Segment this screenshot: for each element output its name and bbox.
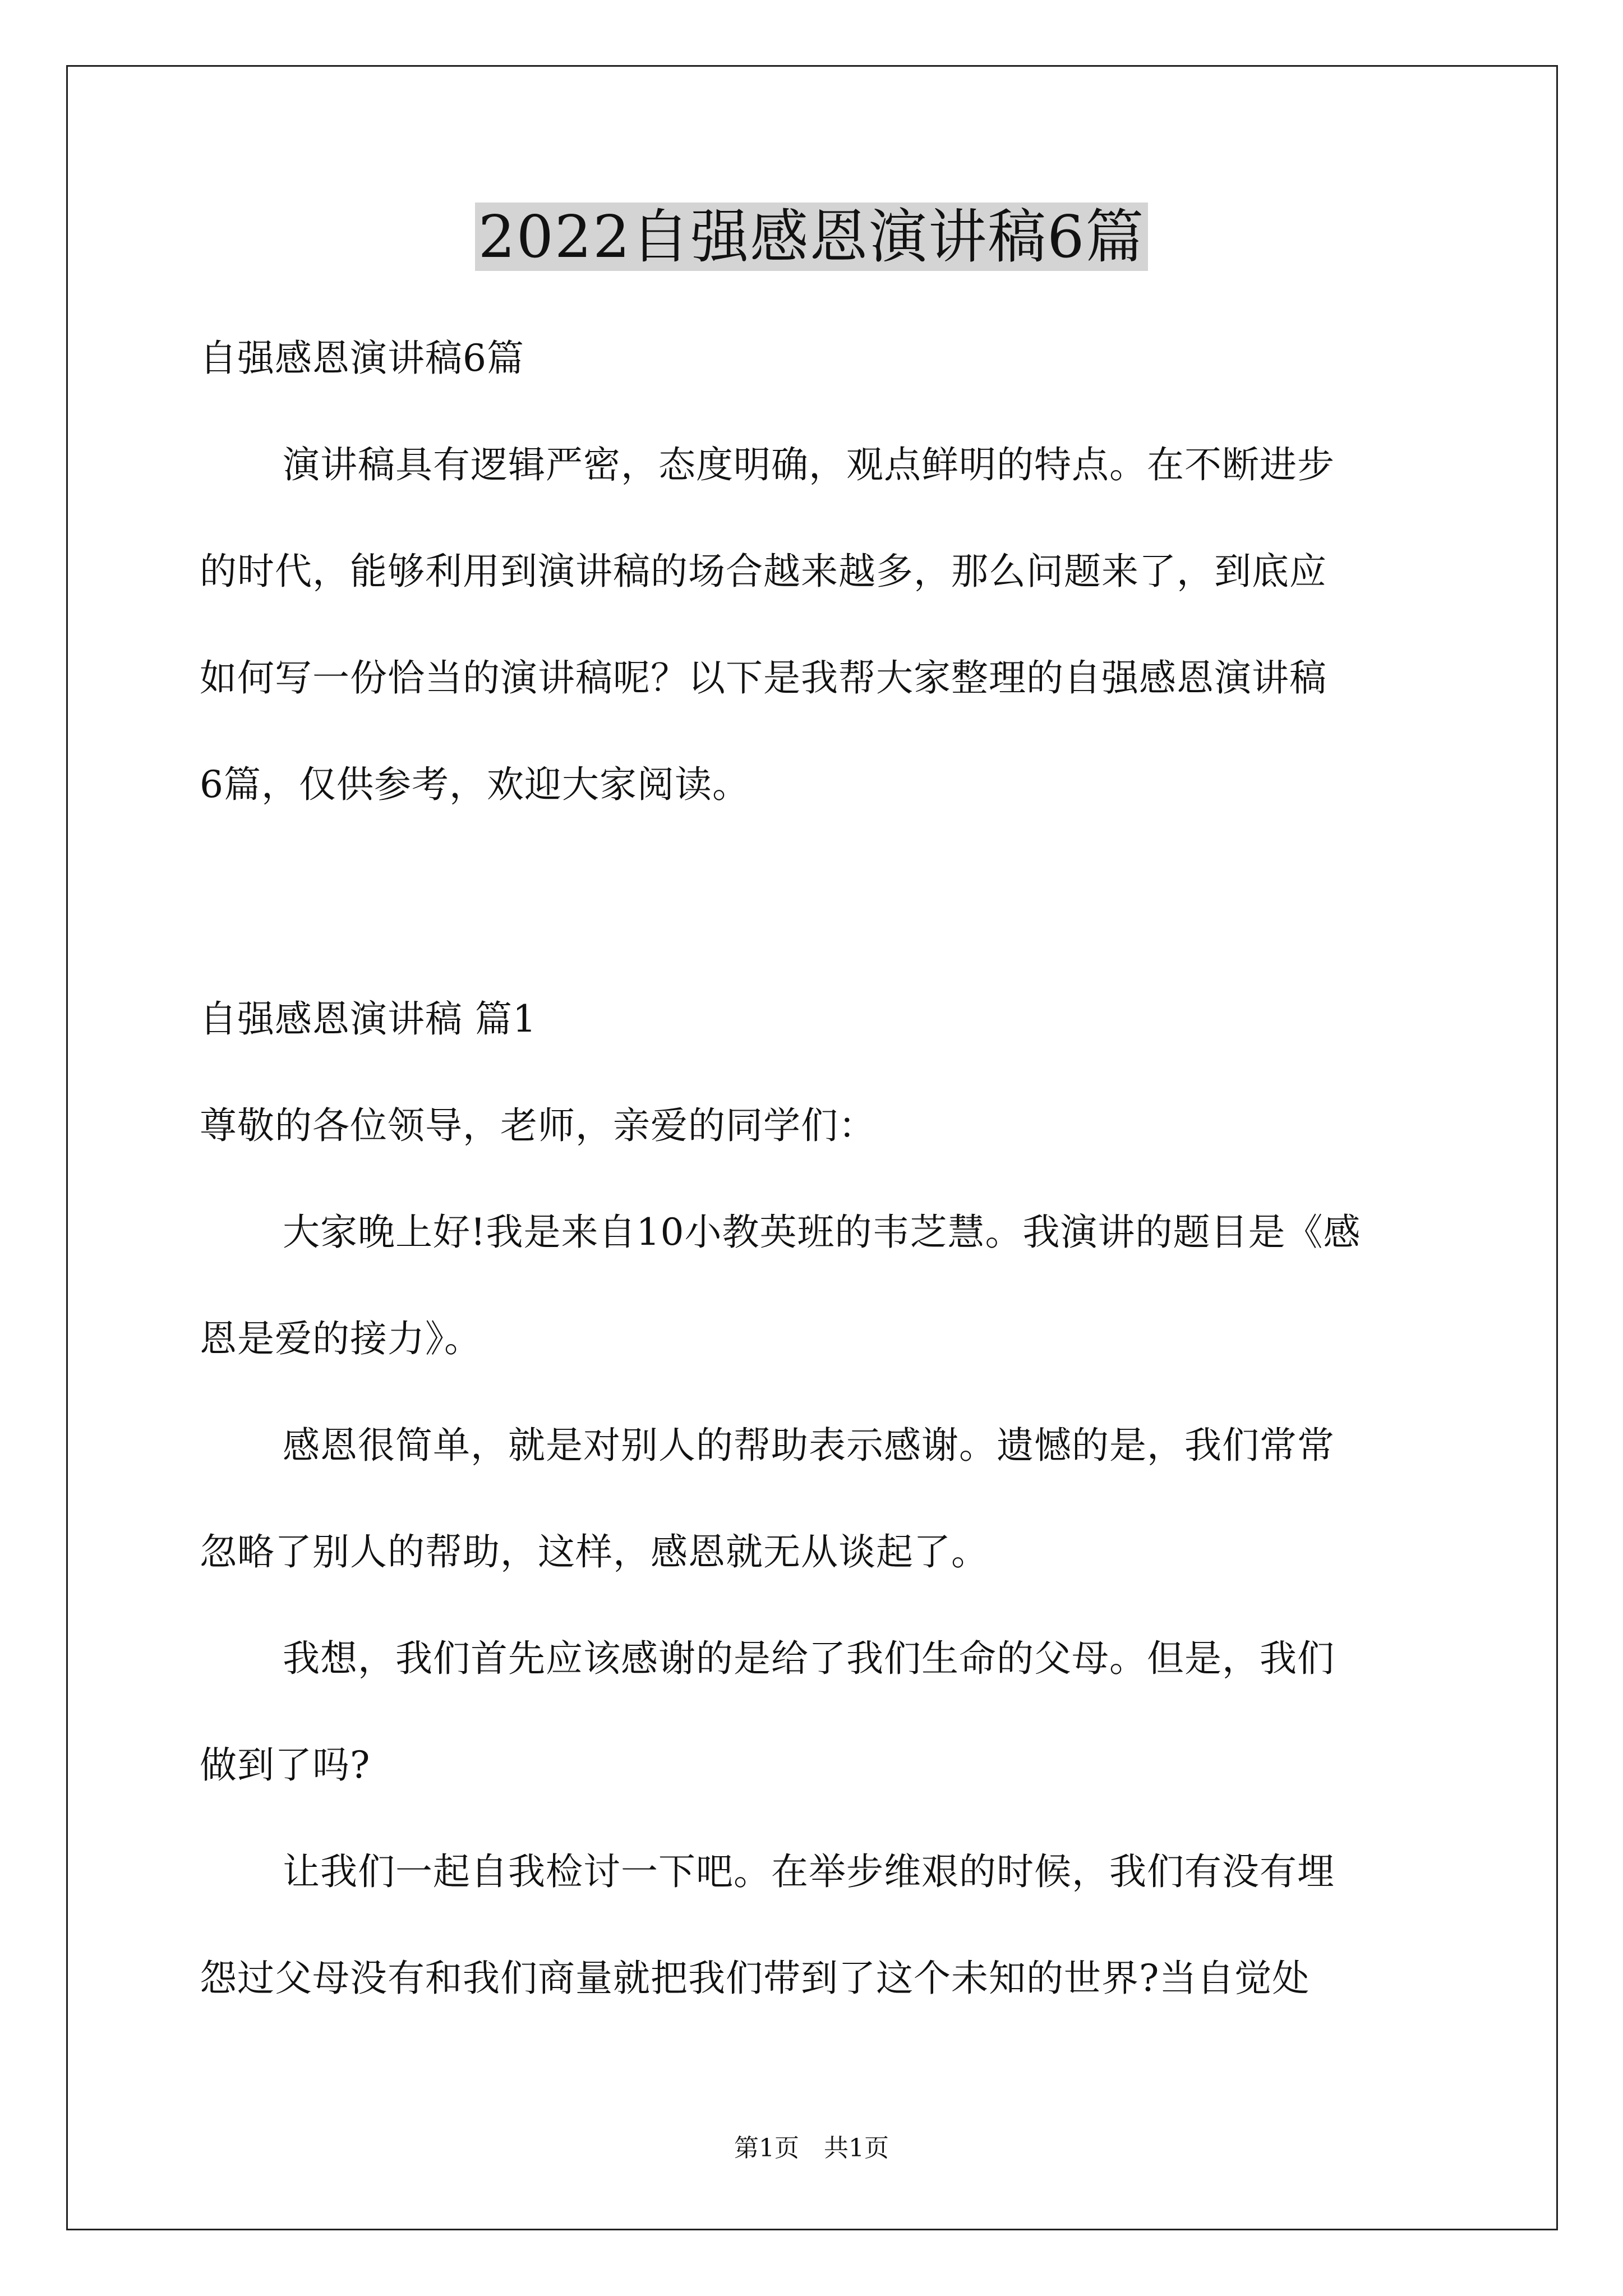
page-total: 共1页: [824, 2134, 889, 2162]
salutation: 尊敬的各位领导，老师，亲爱的同学们：: [200, 1104, 876, 1147]
paragraph-line: 感恩很简单，就是对别人的帮助表示感谢。遗憾的是，我们常常: [283, 1424, 1335, 1467]
section-heading: 自强感恩演讲稿 篇1: [200, 997, 537, 1041]
body-paragraph-1: [200, 1179, 1433, 1392]
paragraph-line: 怨过父母没有和我们商量就把我们带到了这个未知的世界?当自觉处: [200, 1957, 1310, 2000]
page-footer: [0, 2132, 1623, 2165]
title-text: 2022自强感恩演讲稿6篇: [475, 203, 1149, 271]
paragraph-line: 的时代，能够利用到演讲稿的场合越来越多，那么问题来了，到底应: [200, 550, 1327, 593]
paragraph-line: 大家晚上好!我是来自10小教英班的韦芝慧。我演讲的题目是《感: [283, 1211, 1361, 1254]
intro-paragraph: [200, 412, 1433, 838]
paragraph-line: 做到了吗?: [200, 1743, 371, 1787]
paragraph-line: 如何写一份恰当的演讲稿呢？以下是我帮大家整理的自强感恩演讲稿: [200, 656, 1327, 700]
body-paragraph-4: [200, 1819, 1433, 2032]
subtitle: 自强感恩演讲稿6篇: [200, 337, 524, 380]
body-paragraph-2: [200, 1392, 1433, 1605]
subtitle-block: [200, 305, 1433, 412]
paragraph-line: 恩是爱的接力》。: [200, 1317, 482, 1360]
document-title: [0, 197, 1623, 276]
body-paragraph-3: [200, 1605, 1433, 1819]
section-heading-block: [200, 966, 1433, 1179]
paragraph-line: 让我们一起自我检讨一下吧。在举步维艰的时候，我们有没有埋: [283, 1850, 1335, 1893]
paragraph-line: 6篇，仅供参考，欢迎大家阅读。: [200, 763, 750, 806]
paragraph-line: 演讲稿具有逻辑严密，态度明确，观点鲜明的特点。在不断进步: [283, 443, 1335, 486]
paragraph-line: 我想，我们首先应该感谢的是给了我们生命的父母。但是，我们: [283, 1637, 1335, 1680]
page-number: 第1页: [734, 2134, 799, 2162]
paragraph-line: 忽略了别人的帮助，这样，感恩就无从谈起了。: [200, 1530, 989, 1573]
